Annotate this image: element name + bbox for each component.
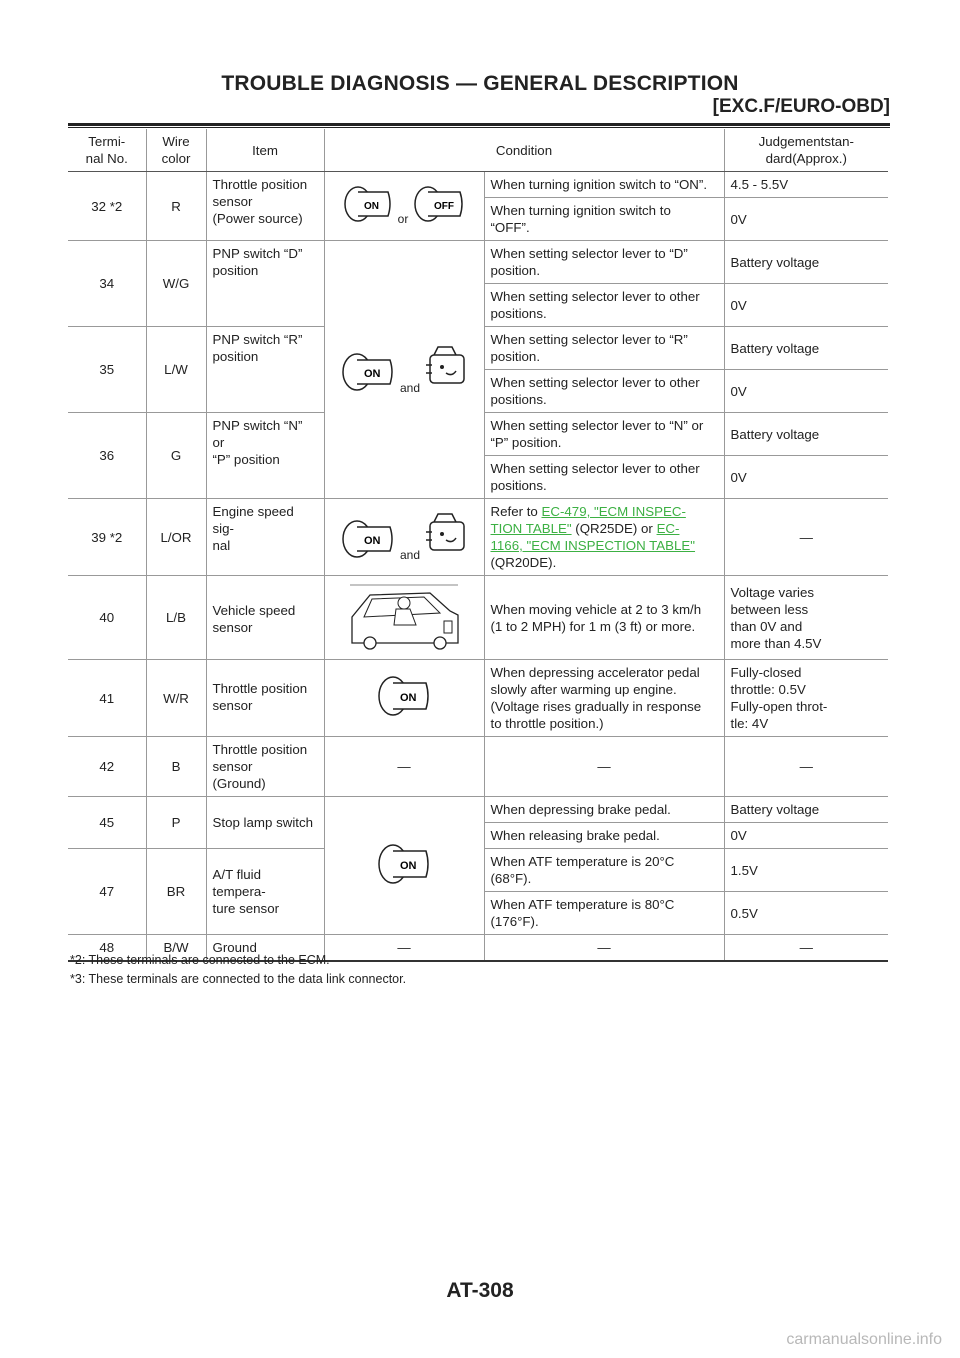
condition-icons-none: — — [324, 737, 484, 797]
terminal-no: 47 — [68, 849, 146, 935]
wire-color: B — [146, 737, 206, 797]
judgement-value: 0V — [724, 198, 888, 241]
wire-color: L/OR — [146, 499, 206, 576]
judgement-value: — — [724, 737, 888, 797]
engine-icon — [424, 343, 468, 397]
ignition-key-on-icon — [376, 842, 432, 890]
svg-text:ON: ON — [364, 535, 381, 547]
judgement-value: 1.5V — [724, 849, 888, 892]
table-row — [68, 797, 888, 823]
ignition-key-on-icon — [376, 674, 432, 722]
wire-color: R — [146, 172, 206, 241]
footnote-ecm: *2: These terminals are connected to the ECM. — [70, 953, 330, 967]
item-name: Throttle position sensor (Ground) — [206, 737, 324, 797]
ec-479-link[interactable]: EC-479, "ECM INSPEC- TION TABLE" — [490, 504, 686, 536]
item-name: Ground — [206, 935, 324, 962]
condition-text: Refer to EC-479, "ECM INSPEC- TION TABLE" (QR25DE) or EC- 1166, "ECM INSPECTION TABLE" (QR20DE). — [484, 499, 724, 576]
svg-text:ON: ON — [400, 859, 417, 872]
terminal-no: 39 *2 — [68, 499, 146, 576]
table-row — [68, 499, 888, 576]
terminal-no: 48 — [68, 935, 146, 962]
table-header-row — [68, 129, 888, 172]
judgement-value: 0V — [724, 370, 888, 413]
table-row — [68, 660, 888, 737]
item-name: A/T fluid tempera- ture sensor — [206, 849, 324, 935]
wire-color: W/R — [146, 660, 206, 737]
table-row — [68, 576, 888, 660]
svg-text:OFF: OFF — [434, 201, 455, 212]
condition-icons — [324, 576, 484, 660]
ec-1166-link[interactable]: EC- 1166, "ECM INSPECTION TABLE" — [490, 521, 696, 553]
terminal-no: 45 — [68, 797, 146, 849]
driver-vehicle-icon — [344, 581, 464, 655]
header-rule-thin — [68, 127, 890, 128]
svg-text:ON: ON — [363, 201, 379, 212]
engine-icon — [424, 510, 468, 564]
terminal-table — [68, 129, 888, 962]
wire-color: BR — [146, 849, 206, 935]
condition-text: — — [484, 737, 724, 797]
judgement-value: Battery voltage — [724, 327, 888, 370]
wire-color: P — [146, 797, 206, 849]
judgement-value: Battery voltage — [724, 413, 888, 456]
condition-text: When turning ignition switch to “ON”. — [484, 172, 724, 198]
svg-text:ON: ON — [364, 367, 381, 380]
judgement-value: Fully-closed throttle: 0.5V Fully-open throt- tle: 4V — [724, 660, 888, 737]
condition-text: When setting selector lever to “N” or “P” position. — [484, 413, 724, 456]
table-row — [68, 172, 888, 198]
condition-icons — [324, 499, 484, 576]
terminal-no: 35 — [68, 327, 146, 413]
item-name: PNP switch “R” position — [206, 327, 324, 413]
condition-text: When setting selector lever to “D” position. — [484, 241, 724, 284]
condition-text: When setting selector lever to other positions. — [484, 456, 724, 499]
col-header-judgement: Judgementstan- dard(Approx.) — [724, 129, 888, 172]
terminal-no: 32 *2 — [68, 172, 146, 241]
icon-join-word: or — [397, 212, 409, 226]
header-rule — [68, 123, 890, 126]
judgement-value: 0V — [724, 284, 888, 327]
col-header-item: Item — [206, 129, 324, 172]
terminal-no: 41 — [68, 660, 146, 737]
icon-join-word: and — [399, 380, 421, 395]
wire-color: L/B — [146, 576, 206, 660]
item-name: PNP switch “N” or “P” position — [206, 413, 324, 499]
col-header-wire-color: Wire color — [146, 129, 206, 172]
item-name: Throttle position sensor (Power source) — [206, 172, 324, 241]
condition-text: When setting selector lever to “R” position. — [484, 327, 724, 370]
condition-text: When setting selector lever to other positions. — [484, 284, 724, 327]
item-name: PNP switch “D” position — [206, 241, 324, 327]
condition-icons-none: — — [324, 935, 484, 962]
condition-icons — [324, 797, 484, 935]
table-row — [68, 241, 888, 284]
condition-icons — [324, 172, 484, 241]
condition-text: When ATF temperature is 20°C (68°F). — [484, 849, 724, 892]
condition-text: When releasing brake pedal. — [484, 823, 724, 849]
wire-color: B/W — [146, 935, 206, 962]
page-number: AT-308 — [446, 1279, 514, 1302]
page-title: TROUBLE DIAGNOSIS — GENERAL DESCRIPTION — [221, 72, 739, 95]
judgement-value: — — [724, 499, 888, 576]
condition-text: When depressing brake pedal. — [484, 797, 724, 823]
judgement-value: 0V — [724, 823, 888, 849]
item-name: Engine speed sig- nal — [206, 499, 324, 576]
judgement-value: Battery voltage — [724, 241, 888, 284]
wire-color: L/W — [146, 327, 206, 413]
condition-text: When setting selector lever to other positions. — [484, 370, 724, 413]
ignition-key-on-icon — [342, 184, 394, 228]
table-row — [68, 737, 888, 797]
wire-color: W/G — [146, 241, 206, 327]
condition-text: — — [484, 935, 724, 962]
condition-text: When moving vehicle at 2 to 3 km/h (1 to 2 MPH) for 1 m (3 ft) or more. — [484, 576, 724, 660]
terminal-no: 34 — [68, 241, 146, 327]
item-name: Vehicle speed sensor — [206, 576, 324, 660]
footnote-dlc: *3: These terminals are connected to the data link connector. — [70, 972, 407, 986]
condition-text: When turning ignition switch to “OFF”. — [484, 198, 724, 241]
item-name: Stop lamp switch — [206, 797, 324, 849]
judgement-value: 0V — [724, 456, 888, 499]
watermark-text: carmanualsonline.info — [786, 1331, 942, 1348]
col-header-terminal: Termi- nal No. — [68, 129, 146, 172]
page-subtitle: [EXC.F/EURO-OBD] — [712, 96, 890, 117]
terminal-no: 36 — [68, 413, 146, 499]
judgement-value: — — [724, 935, 888, 962]
judgement-value: Voltage varies between less than 0V and more than 4.5V — [724, 576, 888, 660]
ignition-key-on-icon — [340, 518, 396, 564]
col-header-condition: Condition — [324, 129, 724, 172]
ignition-key-on-icon — [340, 351, 396, 397]
judgement-value: 4.5 - 5.5V — [724, 172, 888, 198]
judgement-value: Battery voltage — [724, 797, 888, 823]
icon-join-word: and — [399, 548, 421, 562]
condition-text: When depressing accelerator pedal slowly after warming up engine. (Voltage rises gradually in response to throttle position.) — [484, 660, 724, 737]
svg-text:ON: ON — [400, 692, 417, 704]
condition-text: When ATF temperature is 80°C (176°F). — [484, 892, 724, 935]
ignition-key-off-icon — [412, 184, 466, 228]
terminal-no: 42 — [68, 737, 146, 797]
wire-color: G — [146, 413, 206, 499]
condition-icons — [324, 660, 484, 737]
terminal-no: 40 — [68, 576, 146, 660]
condition-icons — [324, 241, 484, 499]
judgement-value: 0.5V — [724, 892, 888, 935]
item-name: Throttle position sensor — [206, 660, 324, 737]
